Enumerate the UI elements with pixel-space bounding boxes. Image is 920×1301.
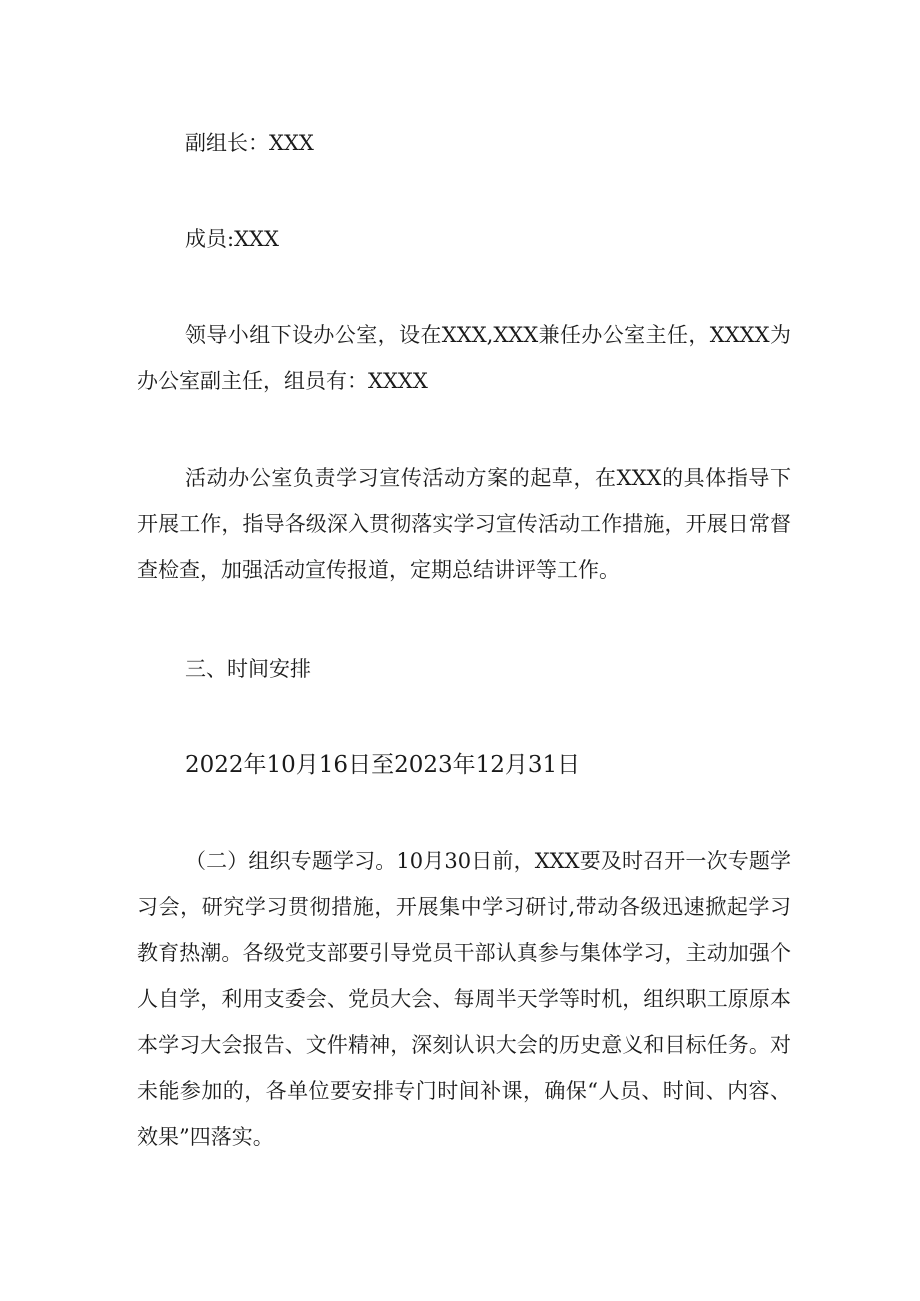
- members-line: 成员:XXX: [185, 227, 279, 251]
- office-duty-paragraph: 活动办公室负责学习宣传活动方案的起草，在XXX的具体指导下开展工作，指导各级深入贯彻落实学习宣传活动工作措施，开展日常督查检查，加强活动宣传报道，定期总结讲评等工作。: [137, 466, 791, 582]
- deputy-leader-line: 副组长：XXX: [185, 131, 314, 155]
- time-range-line: 2022年10月16日至2023年12月31日: [185, 752, 581, 778]
- office-paragraph: 领导小组下设办公室，设在XXX,XXX兼任办公室主任，XXXX为办公室副主任，组员有：XXXX: [137, 323, 791, 393]
- study-paragraph: （二）组织专题学习。10月30日前，XXX要及时召开一次专题学习会，研究学习贯彻措施，开展集中学习研讨,带动各级迅速掀起学习教育热潮。各级党支部要引导党员干部认真参与集体学习，主动加强个人自学，利用支委会、党员大会、每周半天学等时机，组织职工原原本本学习大会报告、文件精神，深刻认识大会的历史意义和目标任务。对未能参加的，各单位要安排专门时间补课，确保“人员、时间、内容、效果”四落实。: [137, 849, 791, 1149]
- section-three-heading: 三、时间安排: [185, 657, 311, 681]
